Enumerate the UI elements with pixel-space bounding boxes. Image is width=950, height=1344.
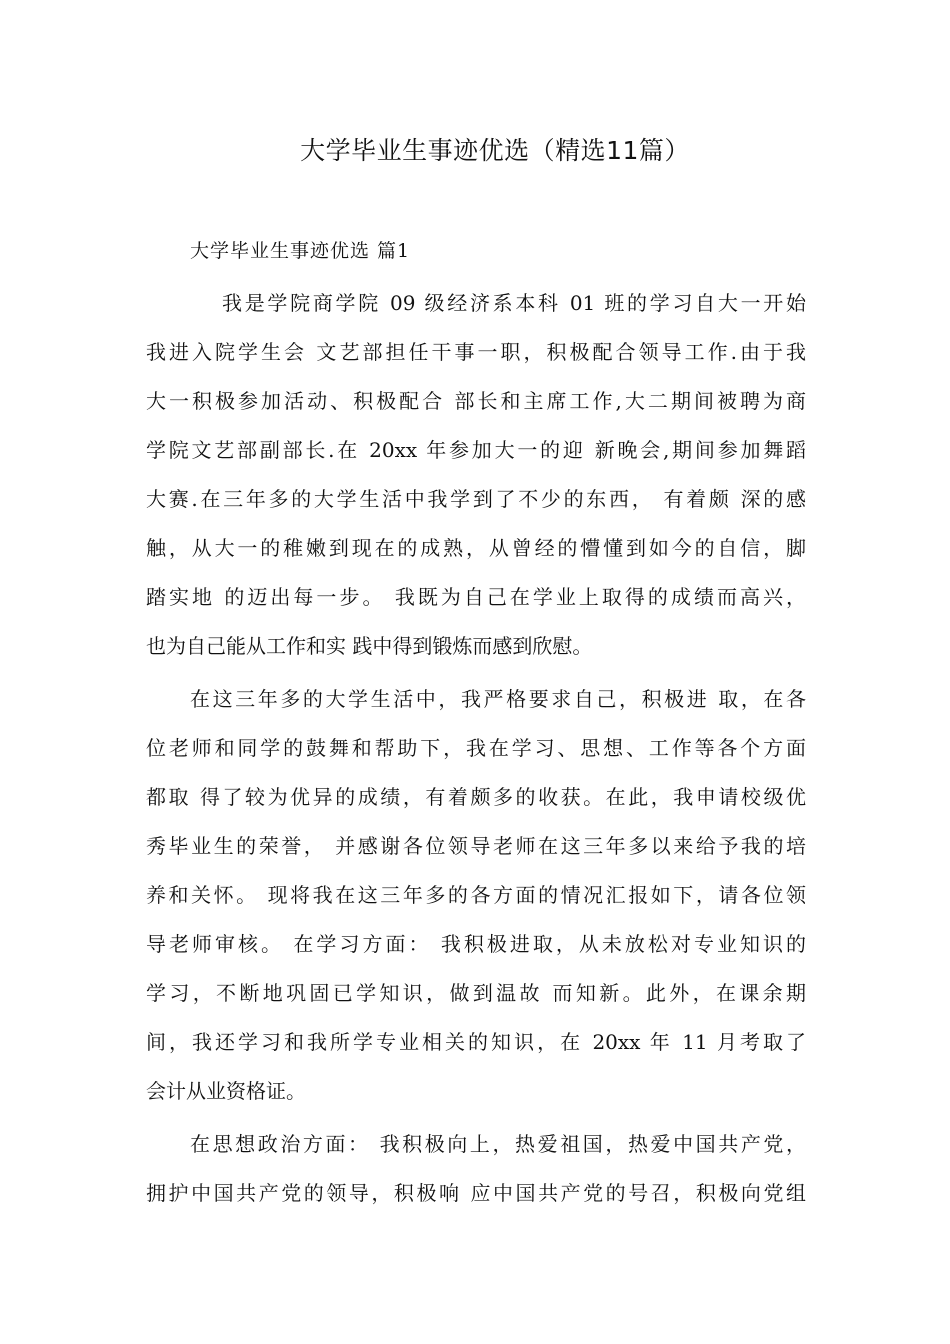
paragraph-line: 位老师和同学的鼓舞和帮助下，我在学习、思想、工作等各个方面 [146,736,806,760]
paragraph-line: 我进入院学生会 文艺部担任干事一职，积极配合领导工作.由于我 [146,340,806,364]
paragraph-line: 学院文艺部副部长.在 20xx 年参加大一的迎 新晚会,期间参加舞蹈 [146,438,806,462]
paragraph-line: 也为自己能从工作和实 践中得到锻炼而感到欣慰。 [146,634,593,658]
paragraph-line: 间，我还学习和我所学专业相关的知识，在 20xx 年 11 月考取了 [146,1030,806,1054]
paragraph-line: 大赛.在三年多的大学生活中我学到了不少的东西， 有着颇 深的感 [146,487,806,511]
paragraph-line: 我是学院商学院 09 级经济系本科 01 班的学习自大一开始 [222,291,806,315]
document-title: 大学毕业生事迹优选（精选11篇） [300,136,690,165]
paragraph-line: 触，从大一的稚嫩到现在的成熟，从曾经的懵懂到如今的自信，脚 [146,536,806,560]
paragraph-line: 大一积极参加活动、积极配合 部长和主席工作,大二期间被聘为商 [146,389,806,413]
section-heading: 大学毕业生事迹优选 篇1 [190,240,411,262]
paragraph-line: 导老师审核。 在学习方面： 我积极进取，从未放松对专业知识的 [146,932,806,956]
paragraph-line: 踏实地 的迈出每一步。 我既为自己在学业上取得的成绩而高兴， [146,585,806,609]
paragraph-line: 秀毕业生的荣誉， 并感谢各位领导老师在这三年多以来给予我的培 [146,834,806,858]
paragraph-line: 养和关怀。 现将我在这三年多的各方面的情况汇报如下，请各位领 [146,883,806,907]
paragraph-line: 在这三年多的大学生活中，我严格要求自己，积极进 取，在各 [190,687,806,711]
paragraph-line: 会计从业资格证。 [146,1079,306,1103]
paragraph-line: 在思想政治方面： 我积极向上，热爱祖国，热爱中国共产党， [190,1132,806,1156]
paragraph-line: 学习，不断地巩固已学知识，做到温故 而知新。此外，在课余期 [146,981,806,1005]
paragraph-line: 拥护中国共产党的领导，积极响 应中国共产党的号召，积极向党组 [146,1181,806,1205]
paragraph-line: 都取 得了较为优异的成绩，有着颇多的收获。在此，我申请校级优 [146,785,806,809]
